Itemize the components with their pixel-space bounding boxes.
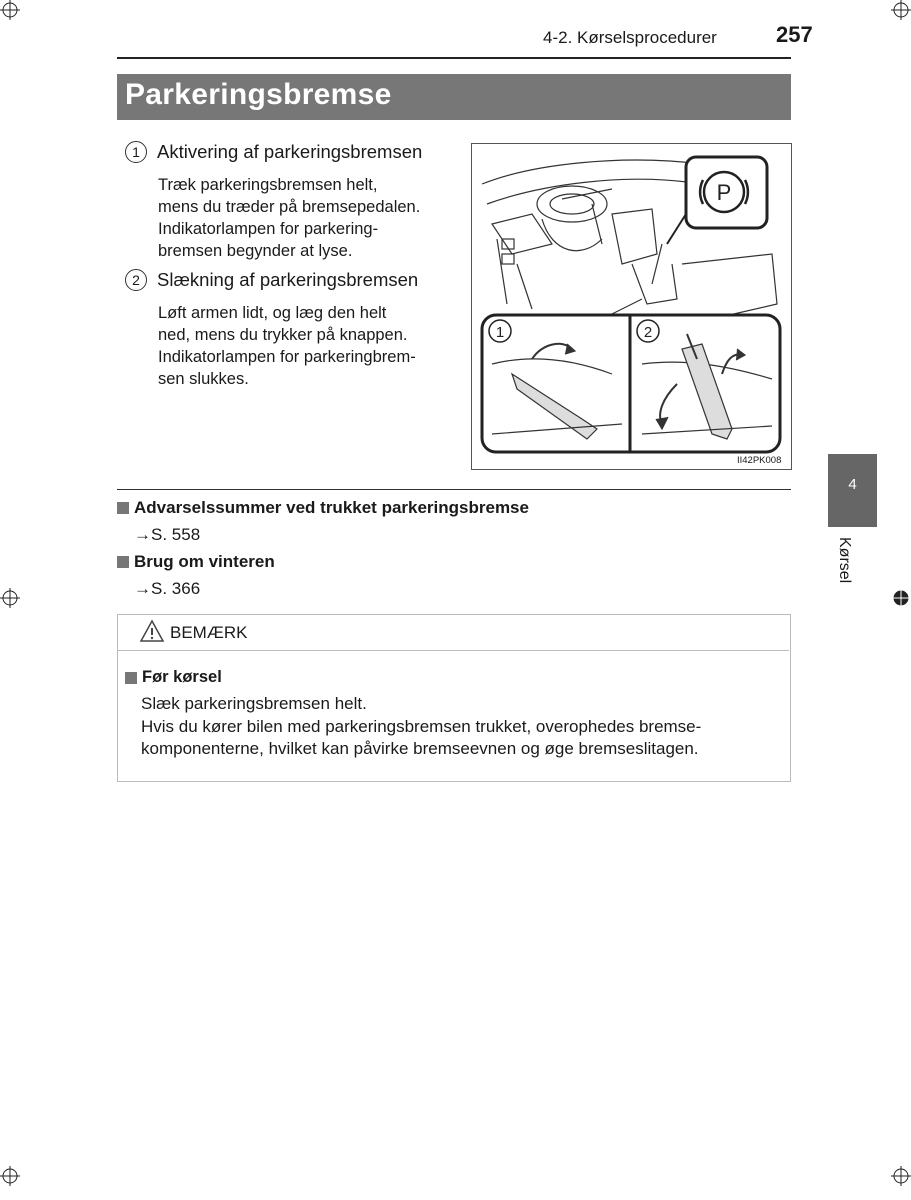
note-subheading	[125, 668, 222, 687]
crop-mark-icon	[0, 1166, 20, 1186]
note-line: Slæk parkeringsbremsen helt.	[141, 694, 367, 713]
note-line: komponenterne, hvilket kan påvirke bremseevnen og øge bremseslitagen.	[141, 739, 699, 758]
crop-mark-icon	[891, 588, 911, 608]
step-2-line: Indikatorlampen for parkeringbrem-	[158, 348, 416, 366]
crop-mark-icon	[0, 0, 20, 20]
step-1-line: bremsen begynder at lyse.	[158, 242, 353, 260]
step-2-heading	[125, 269, 418, 291]
subsection-heading	[117, 498, 529, 518]
parking-brake-illustration	[471, 143, 792, 470]
bullet-square-icon	[117, 556, 129, 568]
step-2-line: Løft armen lidt, og læg den helt	[158, 304, 387, 322]
inset-label-1: 1	[495, 324, 505, 341]
crop-mark-icon	[0, 588, 20, 608]
subsection-heading-text: Advarselssummer ved trukket parkeringsbremse	[134, 498, 529, 517]
warning-triangle-icon	[139, 619, 165, 648]
step-2-line: sen slukkes.	[158, 370, 249, 388]
subsection-heading	[117, 552, 275, 572]
chapter-tab: 4	[828, 454, 877, 527]
step-2-description	[158, 302, 453, 390]
step-heading-text: Aktivering af parkeringsbremsen	[157, 141, 423, 162]
step-1-line: Indikatorlampen for parkering-	[158, 220, 379, 238]
note-text	[141, 693, 779, 761]
page-reference-link[interactable]: →S. 558	[134, 525, 201, 544]
subsection-heading-text: Brug om vinteren	[134, 552, 275, 571]
page-reference-link[interactable]: →S. 366	[134, 579, 201, 598]
section-title: 4-2. Kørselsprocedurer	[543, 28, 717, 47]
bullet-square-icon	[125, 672, 137, 684]
step-1-line: mens du træder på bremsepedalen.	[158, 198, 421, 216]
chapter-tab-label: Kørsel	[836, 537, 853, 584]
crop-mark-icon	[891, 1166, 911, 1186]
page-number: 257	[776, 22, 813, 47]
figure-code: II42PK008	[737, 455, 782, 466]
inset-label-2: 2	[643, 324, 653, 341]
crop-mark-icon	[891, 0, 911, 20]
step-2-line: ned, mens du trykker på knappen.	[158, 326, 408, 344]
note-subheading-text: Før kørsel	[142, 668, 222, 686]
section-divider	[117, 489, 791, 490]
bullet-square-icon	[117, 502, 129, 514]
page-title: Parkeringsbremse	[125, 78, 392, 111]
step-1-line: Træk parkeringsbremsen helt,	[158, 176, 378, 194]
step-heading-text: Slækning af parkeringsbremsen	[157, 269, 419, 290]
step-1-heading	[125, 141, 422, 163]
step-number-badge: 1	[125, 141, 147, 163]
header-divider	[117, 57, 791, 59]
step-1-description	[158, 174, 453, 262]
step-number-badge: 2	[125, 269, 147, 291]
note-line: Hvis du kører bilen med parkeringsbremsen trukket, overophedes bremse-	[141, 716, 702, 736]
parking-indicator-icon: P	[716, 180, 732, 205]
note-title: BEMÆRK	[170, 623, 248, 642]
